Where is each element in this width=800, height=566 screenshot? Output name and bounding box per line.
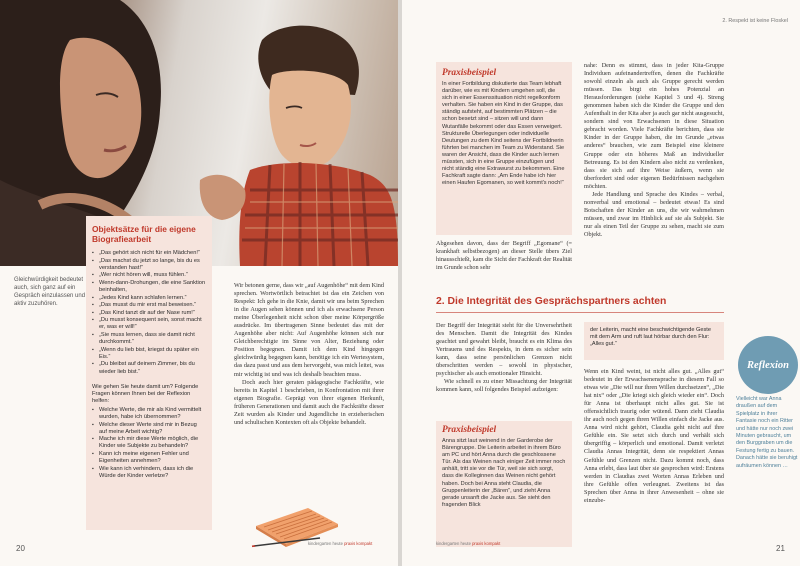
footer-brand: kindergarten heute praxis kompakt: [308, 541, 373, 546]
paragraph: Doch auch hier geraten pädagogische Fachkräfte, wie bereits in Kapitel 1 beschrieben, in Konfrontation mit ihrer eigenen Biografie. Geprägt von ihrer eigenen Herkunft, früheren Generationen und damit auch die Fachkräfte dieser Zeit wurden als Kinder und Jugendliche in erzieherischen und schulischen Kontexten oft als Objekte behandelt.: [234, 378, 384, 426]
section-heading: 2. Die Integrität des Gesprächspartners achten: [436, 296, 667, 307]
photo-caption: Gleichwürdigkeit bedeutet auch, sich ganz auf ein Gespräch einzulassen und aktiv zuzuhören.: [14, 277, 86, 307]
right-column-4: [584, 368, 724, 505]
list-item: ▪ „Das musst du mir erst mal beweisen.“: [92, 302, 206, 309]
left-column-text: [234, 282, 384, 427]
praxis-title: Praxisbeispiel: [442, 425, 497, 435]
right-column-3: [436, 322, 572, 394]
right-column-2: [584, 62, 724, 239]
questions-intro: Wie gehen Sie heute damit um? Folgende Fragen können Ihnen bei der Reflexion helfen:: [92, 383, 199, 404]
section-divider: [436, 312, 724, 313]
list-item: ▪ „Wenn du lieb bist, kriegst du später ein Eis.“: [92, 347, 206, 361]
list-item: ▪ „Jedes Kind kann schlafen lernen.“: [92, 295, 206, 302]
question-item: ▪ Mache ich mir diese Werte möglich, die Kinder wie Subjekte zu behandeln?: [92, 436, 206, 450]
paragraph: Wie schnell es zu einer Missachtung der Integrität kommen kann, soll folgendes Beispiel aufzeigen:: [436, 378, 572, 394]
list-item: ▪ „Wer nicht hören will, muss fühlen.“: [92, 272, 206, 279]
question-item: ▪ Welche dieser Werte sind mir in Bezug auf meine Arbeit wichtig?: [92, 422, 206, 436]
right-page: [402, 0, 800, 566]
page-number: 21: [776, 544, 785, 553]
paragraph: Abgesehen davon, dass der Begriff „Egomane“ (= krankhaft selbstbezogen) an dieser Stelle übers Ziel hinausschießt, kam die Sicht der Fachkraft der Realität im Grunde schon sehr: [436, 240, 572, 272]
praxis-title: Praxisbeispiel: [442, 68, 497, 78]
right-column-1: [436, 240, 572, 272]
objects-box: [86, 216, 212, 530]
paragraph: Wenn ein Kind weint, ist nicht alles gut. „Alles gut“ bedeutet in der Erwachsenensprache in diesem Fall so etwas wie „Die will nur ihren Willen durchsetzen“, „Die hat nix“ oder „Die kriegt sich gleich wieder ein“. Doch für Anna ist überhaupt nicht alles gut. Sie ist offensichtlich traurig oder wütend. Dann zieht Claudia ihr auch noch gegen ihren Willen einfach die Jacke aus. Anna wird nicht gehört, Claudia geht nicht auf ihre Gefühle ein. Sie setzt sich durch und verhält sich übergriffig – körperlich und emotional. Damit verletzt Claudia Annas Integrität, denn sie respektiert Annas Gefühle und Grenzen nicht. Dazu kommt noch, dass Anna erlebt, dass laut über sie gesprochen wird: Erstens werden in Claudias zwei Worten Annas Erleben und ihre Gefühle offen verleugnet. Zweitens ist das Sprechen über Anna in ihrer Anwesenheit – ohne sie einzube-: [584, 368, 724, 504]
praxis-text: Anna sitzt laut weinend in der Garderobe der Bärengruppe. Die Leiterin arbeitet in ihrem Büro am PC und hört Anna durch die geschlossene Tür. Als das Weinen nach einiger Zeit immer noch anhält, tritt sie vor die Tür, weil sie sich sorgt, dass die Kolleginnen das Weinen nicht gehört haben. Doch bei Anna steht Claudia, die Gruppenleiterin der „Bären“, und zieht Anna gerade unsanft die Jacke aus. Sie sieht den fragenden Blick: [442, 438, 566, 508]
praxis-text: In einer Fortbildung diskutierte das Team lebhaft darüber, wie es mit Kindern umgehen soll, die sich in einer Essenssituation nicht regelkonform verhalten. Sie haben ein Kind in der Gruppe, das ständig aufsteht, auf bestimmten Plätzen – die schon besetzt sind – sitzen will und dann Wutanfälle bekommt oder das Essen verweigert. Strukturelle Überlegungen oder individuelle Deutungen zu dem Kind seitens der Fortbildnerin führten bei manchen im Team zu Widerstand. Sie waren der Ansicht, dass die Kinder auch lernen müssten, sich in eine Gruppe einzufügen und nicht ständig eine Extrawurst zu bekommen. Eine Fachkraft sagte dann: „Am Ende habe ich hier einen Haufen Egomanen, so weit kommt's noch!“: [442, 81, 565, 187]
praxis-continuation-box: der Leiterin, macht eine beschwichtigende Geste mit dem Arm und ruft laut hörbar durch den Flur: „Alles gut.“: [584, 322, 724, 360]
objects-list: [92, 250, 206, 376]
list-item: ▪ „Du musst konsequent sein, sonst macht er, was er will!“: [92, 317, 206, 331]
question-item: ▪ Kann ich meine eigenen Fehler und Eigenheiten annehmen?: [92, 451, 206, 465]
list-item: ▪ Wenn-dann-Drohungen, die eine Sanktion beinhalten,: [92, 280, 206, 294]
paragraph: Der Begriff der Integrität steht für die Unversehrtheit des Menschen. Damit die Integrität des Kindes geachtet und gewahrt bleibt, braucht es ein Klima des Vertrauens und des Respekts, in dem es sicher sein kann, dass seine persönlichen Grenzen nicht überschritten werden – sowohl in physischer, psychischer als auch emotionaler Hinsicht.: [436, 322, 572, 378]
reflexion-bubble: [738, 336, 798, 394]
question-item: ▪ Wie kann ich verhindern, dass ich die Würde der Kinder verletze?: [92, 466, 206, 480]
question-item: ▪ Welche Werte, die mir als Kind vermittelt wurden, habe ich übernommen?: [92, 407, 206, 421]
reflexion-text: Vielleicht war Anna draußen auf dem Spielplatz in ihrer Fantasie noch ein Ritter und hätte nur noch zwei Minuten gebraucht, um den Burggraben um die Festung fertig zu bauen. Danach hätte sie beruhigt aufräumen können …: [736, 396, 798, 469]
paragraph: Wir betonen gerne, dass wir „auf Augenhöhe“ mit dem Kind sprechen. Wortwörtlich betrachtet ist das ein Zeichen von Respekt: Ich gehe in die Knie, damit wir uns beim Sprechen in die Augen sehen können und ich als erwachsene Person meine Überlegenheit nicht schon über meine Körpergröße ausdrücke. Im übertragenen Sinne bedeutet das mit der Augenhöhe aber nicht: Auf Augenhöhe können sich nur Gleichberechtigte im Sinne von Alter, Beziehung oder Position begegnen. Damit ich dem Kind hingegen gleichwürdig begegnen kann, benötige ich ein Wertesystem, das dazu passt und aus dem hervorgeht, was mich leitet, was mir wichtig ist und was ich deshalb beachten muss.: [234, 282, 384, 378]
running-header: 2. Respekt ist keine Floskel: [722, 18, 788, 24]
page-number: 20: [16, 544, 25, 553]
paragraph: Jede Handlung und Sprache des Kindes – verbal, nonverbal und emotional – bedeutet etwas! Es sind Botschaften der Kinder an uns, die wir wahrnehmen müssen, und zwar im Hinblick auf sie als Subjekt. Sie nur als einen Teil der Gruppe zu sehen, macht sie zum Objekt.: [584, 190, 724, 238]
footer-brand: kindergarten heute praxis kompakt: [436, 541, 501, 546]
questions-list: [92, 407, 206, 480]
left-page: [0, 0, 398, 566]
reflexion-title: Reflexion: [747, 359, 789, 371]
list-item: ▪ „Das Kind tanzt dir auf der Nase rum!“: [92, 310, 206, 317]
objects-box-title: Objektsätze für die eigene Biografiearbeit: [92, 224, 196, 244]
list-item: ▪ „Das machst du jetzt so lange, bis du es verstanden hast!“: [92, 258, 206, 272]
list-item: ▪ „Du bleibst auf deinem Zimmer, bis du wieder lieb bist.“: [92, 361, 206, 375]
list-item: ▪ „Sie muss lernen, dass sie damit nicht durchkommt.“: [92, 332, 206, 346]
praxis-box-1: [436, 62, 572, 235]
paragraph: nahe: Denn es stimmt, dass in jeder Kita-Gruppe Individuen aufeinandertreffen, denen die Fachkräfte sowohl einzeln als auch als Gruppe gerecht werden müssen. Das birgt ein hohes Potenzial an Herausforderungen (siehe Kapitel 3 und 4). Streng genommen haben sich die Kinder die Gruppe und den Aufenthalt in der Kita aber ja auch gar nicht ausgesucht, sondern sind von Erwachsenen in diese Situation gebracht worden. Viele Fachkräfte berichten, dass sie Kinder in der Gruppe haben, die im Grunde „etwas anderes“ brauchen, wie zum Beispiel eine kleinere Gruppe oder ein höheres Maß an individueller Betreuung. Es ist den Kindern also nicht zu verdenken, dass sie sich auf ihre Weise äußern, wenn sie überfordert sind oder eigenen Bedürfnissen nachgehen möchten.: [584, 62, 724, 190]
list-item: ▪ „Das gehört sich nicht für ein Mädchen!“: [92, 250, 206, 257]
praxis-box-2: [436, 421, 572, 547]
